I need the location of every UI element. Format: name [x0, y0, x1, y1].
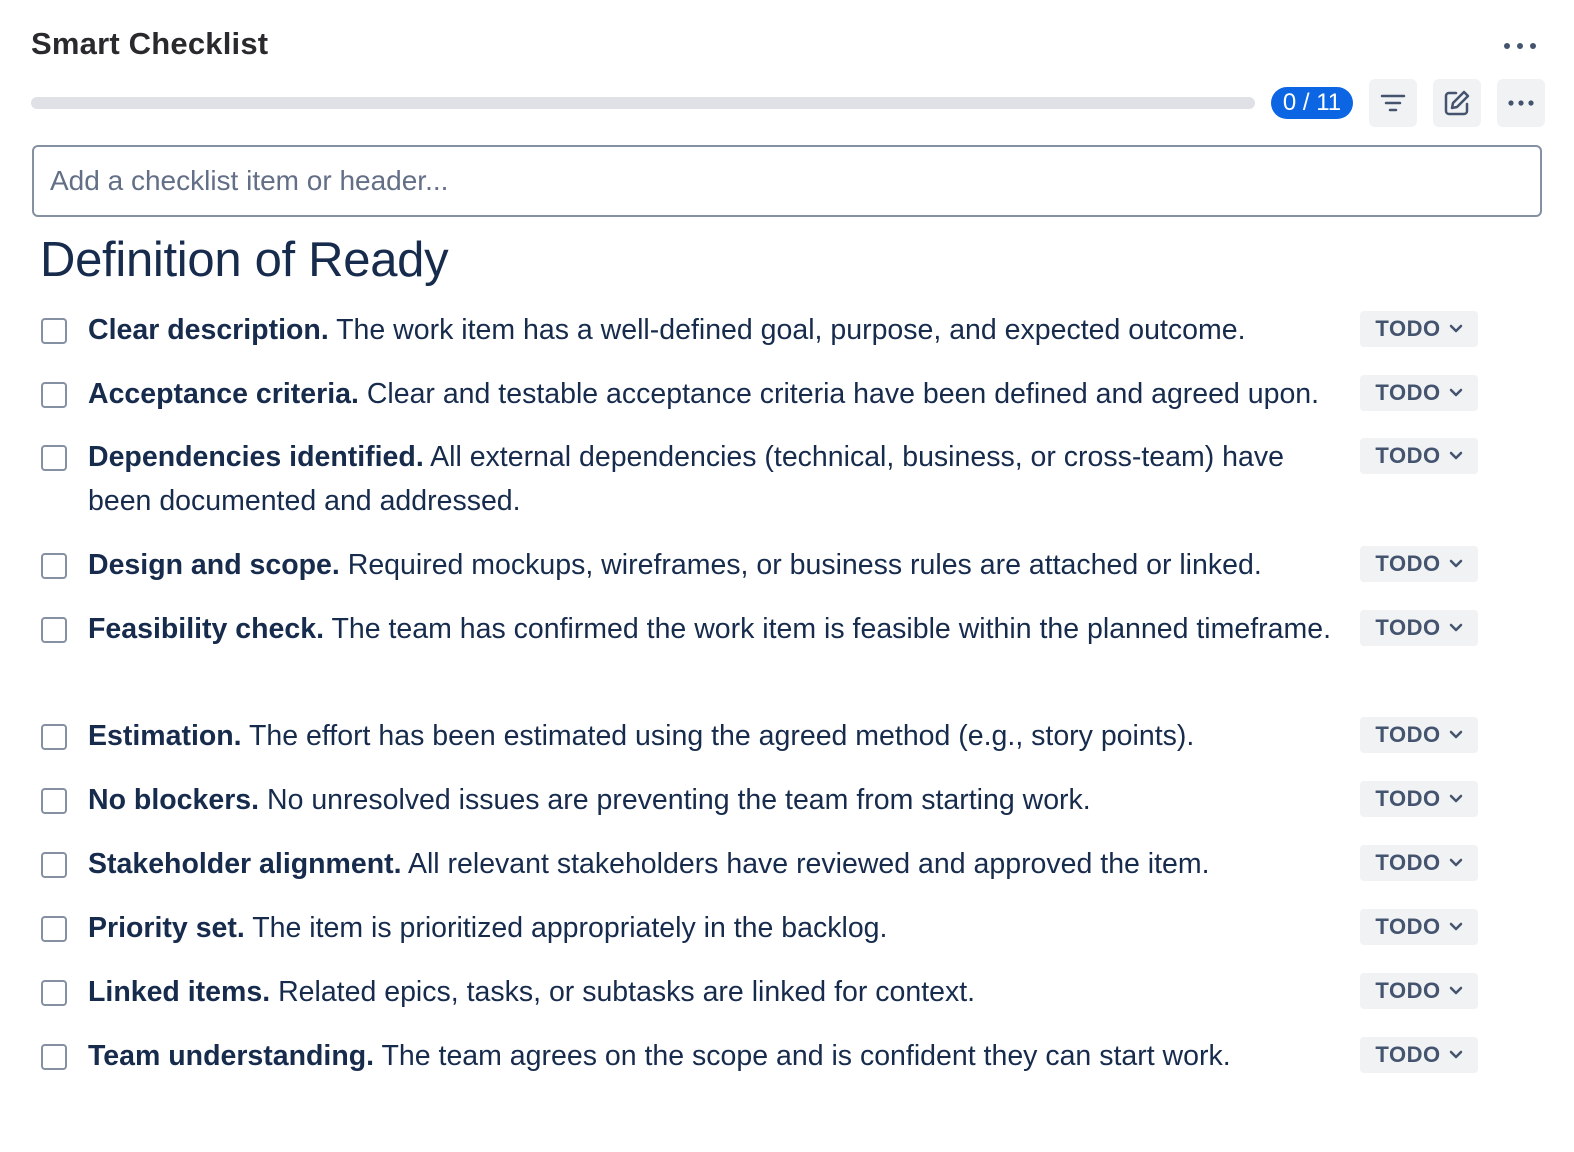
item-checkbox[interactable]: [41, 980, 67, 1006]
status-label: TODO: [1375, 722, 1441, 747]
status-dropdown[interactable]: [1360, 845, 1478, 881]
item-checkbox[interactable]: [41, 318, 67, 344]
status-label: TODO: [1375, 850, 1441, 875]
item-description: The team agrees on the scope and is confident they can start work.: [381, 1040, 1231, 1072]
status-dropdown[interactable]: [1360, 973, 1478, 1009]
filter-icon: [1380, 93, 1406, 113]
status-label: TODO: [1375, 914, 1441, 939]
status-dropdown[interactable]: [1360, 717, 1478, 753]
item-text: [88, 906, 1350, 950]
chevron-down-icon: [1449, 794, 1463, 804]
item-description: The team has confirmed the work item is feasible within the planned timeframe.: [331, 613, 1331, 645]
item-text: [88, 778, 1350, 822]
edit-icon: [1443, 89, 1471, 117]
item-text: [88, 372, 1350, 416]
item-title: No blockers.: [88, 784, 260, 816]
item-title: Priority set.: [88, 912, 245, 944]
item-description: The item is prioritized appropriately in the backlog.: [252, 912, 888, 944]
status-label: TODO: [1375, 316, 1441, 341]
status-dropdown[interactable]: [1360, 909, 1478, 945]
item-description: Related epics, tasks, or subtasks are linked for context.: [278, 976, 976, 1008]
item-text: [88, 435, 1350, 523]
item-title: Estimation.: [88, 720, 242, 752]
item-text: [88, 842, 1350, 886]
item-description: All external dependencies (technical, business, or cross-team) have been documented and addressed.: [88, 441, 1284, 517]
item-text: [88, 543, 1350, 587]
section-heading: Definition of Ready: [40, 233, 449, 287]
status-label: TODO: [1375, 978, 1441, 1003]
item-title: Linked items.: [88, 976, 271, 1008]
filter-button[interactable]: [1369, 79, 1417, 127]
status-label: TODO: [1375, 615, 1441, 640]
item-text: [88, 714, 1350, 758]
status-label: TODO: [1375, 551, 1441, 576]
item-checkbox[interactable]: [41, 382, 67, 408]
status-label: TODO: [1375, 786, 1441, 811]
status-label: TODO: [1375, 380, 1441, 405]
item-title: Dependencies identified.: [88, 441, 424, 473]
item-title: Feasibility check.: [88, 613, 325, 645]
status-dropdown[interactable]: [1360, 610, 1478, 646]
chevron-down-icon: [1449, 388, 1463, 398]
chevron-down-icon: [1449, 858, 1463, 868]
status-dropdown[interactable]: [1360, 546, 1478, 582]
edit-button[interactable]: [1433, 79, 1481, 127]
item-description: Clear and testable acceptance criteria have been defined and agreed upon.: [366, 378, 1320, 410]
item-title: Acceptance criteria.: [88, 378, 359, 410]
item-text: [88, 1034, 1350, 1078]
item-checkbox[interactable]: [41, 724, 67, 750]
item-checkbox[interactable]: [41, 852, 67, 878]
chevron-down-icon: [1449, 986, 1463, 996]
status-dropdown[interactable]: [1360, 438, 1478, 474]
item-description: No unresolved issues are preventing the team from starting work.: [266, 784, 1091, 816]
item-text: [88, 970, 1350, 1014]
item-checkbox[interactable]: [41, 617, 67, 643]
item-text: [88, 308, 1350, 352]
chevron-down-icon: [1449, 922, 1463, 932]
item-checkbox[interactable]: [41, 916, 67, 942]
chevron-down-icon: [1449, 623, 1463, 633]
more-horizontal-icon: [1508, 100, 1534, 106]
chevron-down-icon: [1449, 1050, 1463, 1060]
status-label: TODO: [1375, 1042, 1441, 1067]
item-title: Stakeholder alignment.: [88, 848, 402, 880]
item-checkbox[interactable]: [41, 445, 67, 471]
item-title: Team understanding.: [88, 1040, 375, 1072]
panel-title: Smart Checklist: [31, 26, 269, 61]
item-description: The effort has been estimated using the agreed method (e.g., story points).: [249, 720, 1195, 752]
status-dropdown[interactable]: [1360, 375, 1478, 411]
status-dropdown[interactable]: [1360, 781, 1478, 817]
toolbar-more-button[interactable]: [1497, 79, 1545, 127]
item-checkbox[interactable]: [41, 788, 67, 814]
item-text: [88, 607, 1350, 651]
item-checkbox[interactable]: [41, 1044, 67, 1070]
panel-more-button[interactable]: [1500, 30, 1540, 62]
chevron-down-icon: [1449, 559, 1463, 569]
item-title: Clear description.: [88, 314, 329, 346]
progress-counter-badge: 0 / 11: [1271, 87, 1353, 119]
item-description: The work item has a well-defined goal, purpose, and expected outcome.: [336, 314, 1246, 346]
chevron-down-icon: [1449, 324, 1463, 334]
status-dropdown[interactable]: [1360, 311, 1478, 347]
item-title: Design and scope.: [88, 549, 340, 581]
chevron-down-icon: [1449, 451, 1463, 461]
chevron-down-icon: [1449, 730, 1463, 740]
status-label: TODO: [1375, 443, 1441, 468]
add-item-input[interactable]: [32, 145, 1542, 217]
status-dropdown[interactable]: [1360, 1037, 1478, 1073]
item-checkbox[interactable]: [41, 553, 67, 579]
progress-bar: [31, 97, 1255, 109]
item-description: All relevant stakeholders have reviewed and approved the item.: [407, 848, 1210, 880]
more-horizontal-icon: [1503, 42, 1537, 50]
item-description: Required mockups, wireframes, or business rules are attached or linked.: [347, 549, 1262, 581]
